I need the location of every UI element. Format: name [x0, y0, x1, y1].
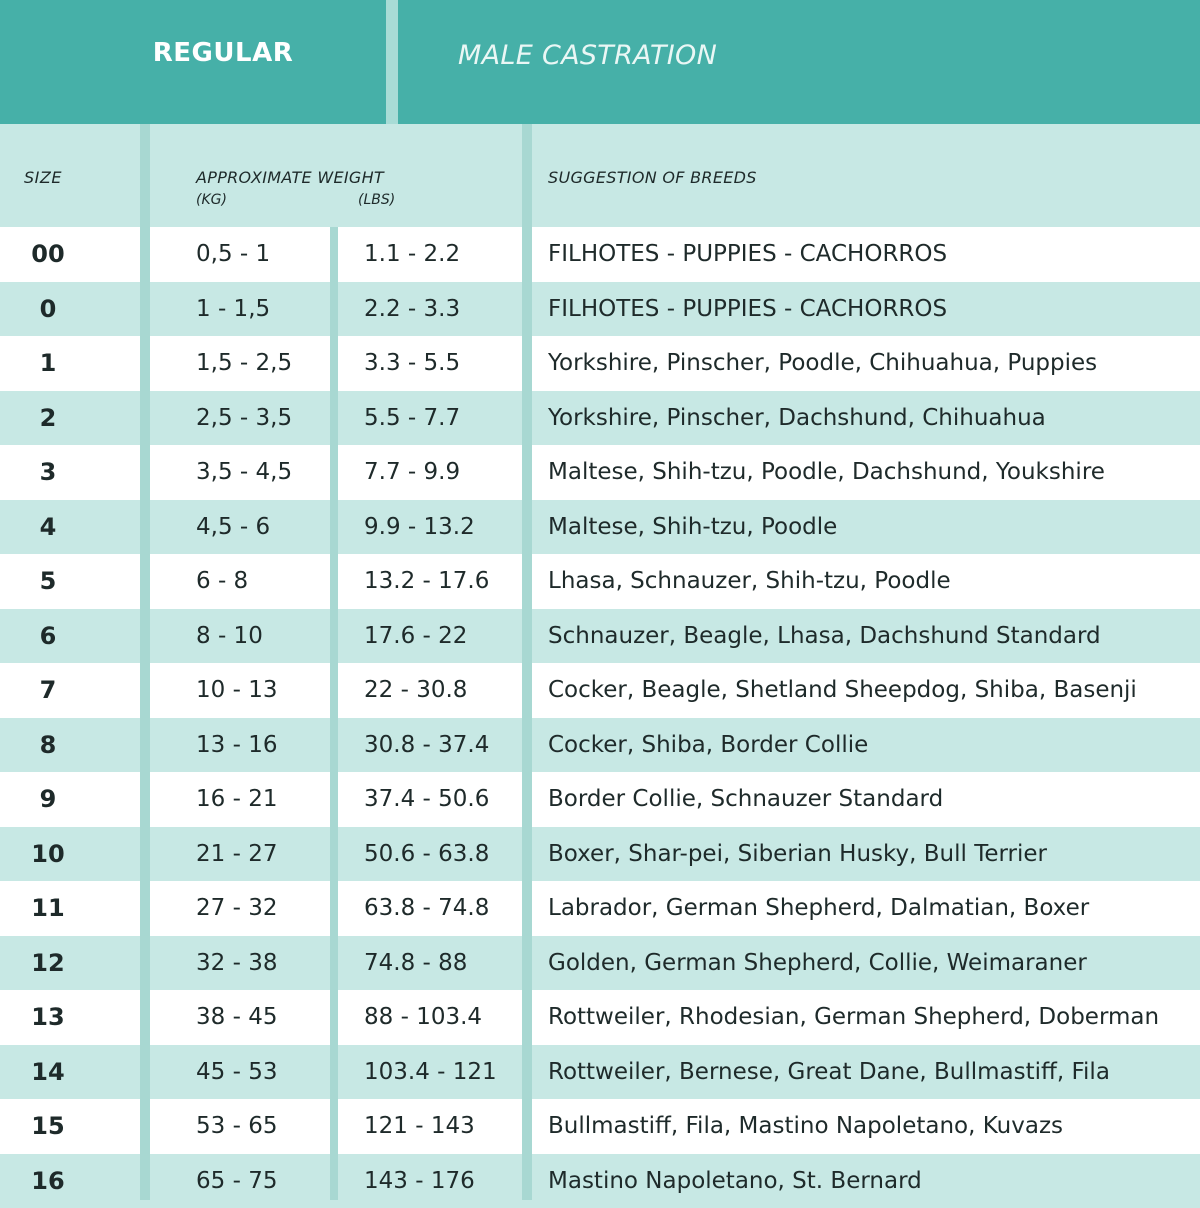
cell-breeds: Yorkshire, Pinscher, Dachshund, Chihuahua [548, 391, 1046, 446]
cell-kg: 65 - 75 [196, 1154, 277, 1208]
cell-size: 6 [0, 609, 96, 664]
cell-size: 13 [0, 990, 96, 1045]
cell-breeds: Cocker, Beagle, Shetland Sheepdog, Shiba, Basenji [548, 663, 1137, 718]
cell-size: 9 [0, 772, 96, 827]
cell-lbs: 143 - 176 [364, 1154, 475, 1208]
cell-kg: 32 - 38 [196, 936, 277, 991]
cell-size: 14 [0, 1045, 96, 1100]
cell-lbs: 13.2 - 17.6 [364, 554, 489, 609]
header-size: SIZE [24, 168, 62, 187]
cell-breeds: Border Collie, Schnauzer Standard [548, 772, 943, 827]
cell-size: 10 [0, 827, 96, 882]
cell-size: 00 [0, 227, 96, 282]
cell-kg: 38 - 45 [196, 990, 277, 1045]
cell-kg: 2,5 - 3,5 [196, 391, 292, 446]
cell-kg: 1,5 - 2,5 [196, 336, 292, 391]
cell-lbs: 50.6 - 63.8 [364, 827, 489, 882]
cell-lbs: 2.2 - 3.3 [364, 282, 460, 337]
header-lbs: (LBS) [358, 192, 395, 208]
cell-lbs: 103.4 - 121 [364, 1045, 497, 1100]
column-separator [522, 124, 532, 1200]
cell-breeds: Schnauzer, Beagle, Lhasa, Dachshund Standard [548, 609, 1101, 664]
cell-breeds: Boxer, Shar-pei, Siberian Husky, Bull Terrier [548, 827, 1047, 882]
tab-regular-label: REGULAR [153, 38, 293, 68]
cell-lbs: 88 - 103.4 [364, 990, 482, 1045]
cell-lbs: 63.8 - 74.8 [364, 881, 489, 936]
cell-breeds: FILHOTES - PUPPIES - CACHORROS [548, 282, 947, 337]
banner-divider [386, 0, 398, 124]
cell-breeds: Yorkshire, Pinscher, Poodle, Chihuahua, Puppies [548, 336, 1097, 391]
table-row [0, 990, 1200, 1045]
cell-breeds: Mastino Napoletano, St. Bernard [548, 1154, 922, 1208]
cell-lbs: 17.6 - 22 [364, 609, 467, 664]
cell-lbs: 7.7 - 9.9 [364, 445, 460, 500]
cell-lbs: 74.8 - 88 [364, 936, 467, 991]
table-row [0, 881, 1200, 936]
header-breeds: SUGGESTION OF BREEDS [548, 168, 757, 187]
table-row [0, 1099, 1200, 1154]
cell-size: 2 [0, 391, 96, 446]
tab-male-castration-label: MALE CASTRATION [458, 40, 717, 71]
cell-kg: 4,5 - 6 [196, 500, 270, 555]
cell-kg: 27 - 32 [196, 881, 277, 936]
cell-lbs: 22 - 30.8 [364, 663, 467, 718]
cell-breeds: Labrador, German Shepherd, Dalmatian, Boxer [548, 881, 1089, 936]
table-row [0, 1045, 1200, 1100]
cell-breeds: Golden, German Shepherd, Collie, Weimaraner [548, 936, 1087, 991]
table-row [0, 827, 1200, 882]
cell-size: 15 [0, 1099, 96, 1154]
cell-kg: 6 - 8 [196, 554, 248, 609]
title-banner [0, 0, 1200, 124]
table-row [0, 445, 1200, 500]
cell-kg: 8 - 10 [196, 609, 263, 664]
cell-kg: 16 - 21 [196, 772, 277, 827]
column-header [0, 124, 1200, 227]
cell-kg: 3,5 - 4,5 [196, 445, 292, 500]
cell-kg: 1 - 1,5 [196, 282, 270, 337]
cell-kg: 45 - 53 [196, 1045, 277, 1100]
cell-kg: 21 - 27 [196, 827, 277, 882]
table-row [0, 718, 1200, 773]
cell-kg: 10 - 13 [196, 663, 277, 718]
table-row [0, 609, 1200, 664]
cell-size: 8 [0, 718, 96, 773]
cell-lbs: 9.9 - 13.2 [364, 500, 475, 555]
cell-kg: 0,5 - 1 [196, 227, 270, 282]
cell-size: 5 [0, 554, 96, 609]
header-weight: APPROXIMATE WEIGHT [196, 168, 384, 187]
cell-lbs: 1.1 - 2.2 [364, 227, 460, 282]
cell-size: 7 [0, 663, 96, 718]
cell-size: 16 [0, 1154, 96, 1208]
column-separator [140, 124, 150, 1200]
table-row [0, 663, 1200, 718]
cell-breeds: Maltese, Shih-tzu, Poodle, Dachshund, Youkshire [548, 445, 1105, 500]
tab-male-castration[interactable] [398, 0, 1200, 124]
cell-breeds: Rottweiler, Bernese, Great Dane, Bullmastiff, Fila [548, 1045, 1110, 1100]
cell-breeds: Maltese, Shih-tzu, Poodle [548, 500, 837, 555]
header-kg: (KG) [196, 192, 227, 208]
table-row [0, 282, 1200, 337]
table-row [0, 336, 1200, 391]
cell-size: 12 [0, 936, 96, 991]
table-row [0, 500, 1200, 555]
tab-regular[interactable] [0, 0, 386, 124]
size-table [0, 227, 1200, 1208]
cell-breeds: Lhasa, Schnauzer, Shih-tzu, Poodle [548, 554, 951, 609]
cell-lbs: 3.3 - 5.5 [364, 336, 460, 391]
table-row [0, 936, 1200, 991]
cell-size: 3 [0, 445, 96, 500]
column-separator [330, 227, 338, 1200]
cell-breeds: Rottweiler, Rhodesian, German Shepherd, Doberman [548, 990, 1159, 1045]
cell-breeds: FILHOTES - PUPPIES - CACHORROS [548, 227, 947, 282]
cell-size: 11 [0, 881, 96, 936]
table-row [0, 227, 1200, 282]
cell-kg: 53 - 65 [196, 1099, 277, 1154]
cell-lbs: 121 - 143 [364, 1099, 475, 1154]
cell-size: 0 [0, 282, 96, 337]
cell-size: 1 [0, 336, 96, 391]
cell-breeds: Cocker, Shiba, Border Collie [548, 718, 868, 773]
cell-lbs: 5.5 - 7.7 [364, 391, 460, 446]
cell-lbs: 37.4 - 50.6 [364, 772, 489, 827]
table-row [0, 554, 1200, 609]
cell-kg: 13 - 16 [196, 718, 277, 773]
table-row [0, 391, 1200, 446]
cell-lbs: 30.8 - 37.4 [364, 718, 489, 773]
cell-breeds: Bullmastiff, Fila, Mastino Napoletano, Kuvazs [548, 1099, 1063, 1154]
table-row [0, 772, 1200, 827]
cell-size: 4 [0, 500, 96, 555]
